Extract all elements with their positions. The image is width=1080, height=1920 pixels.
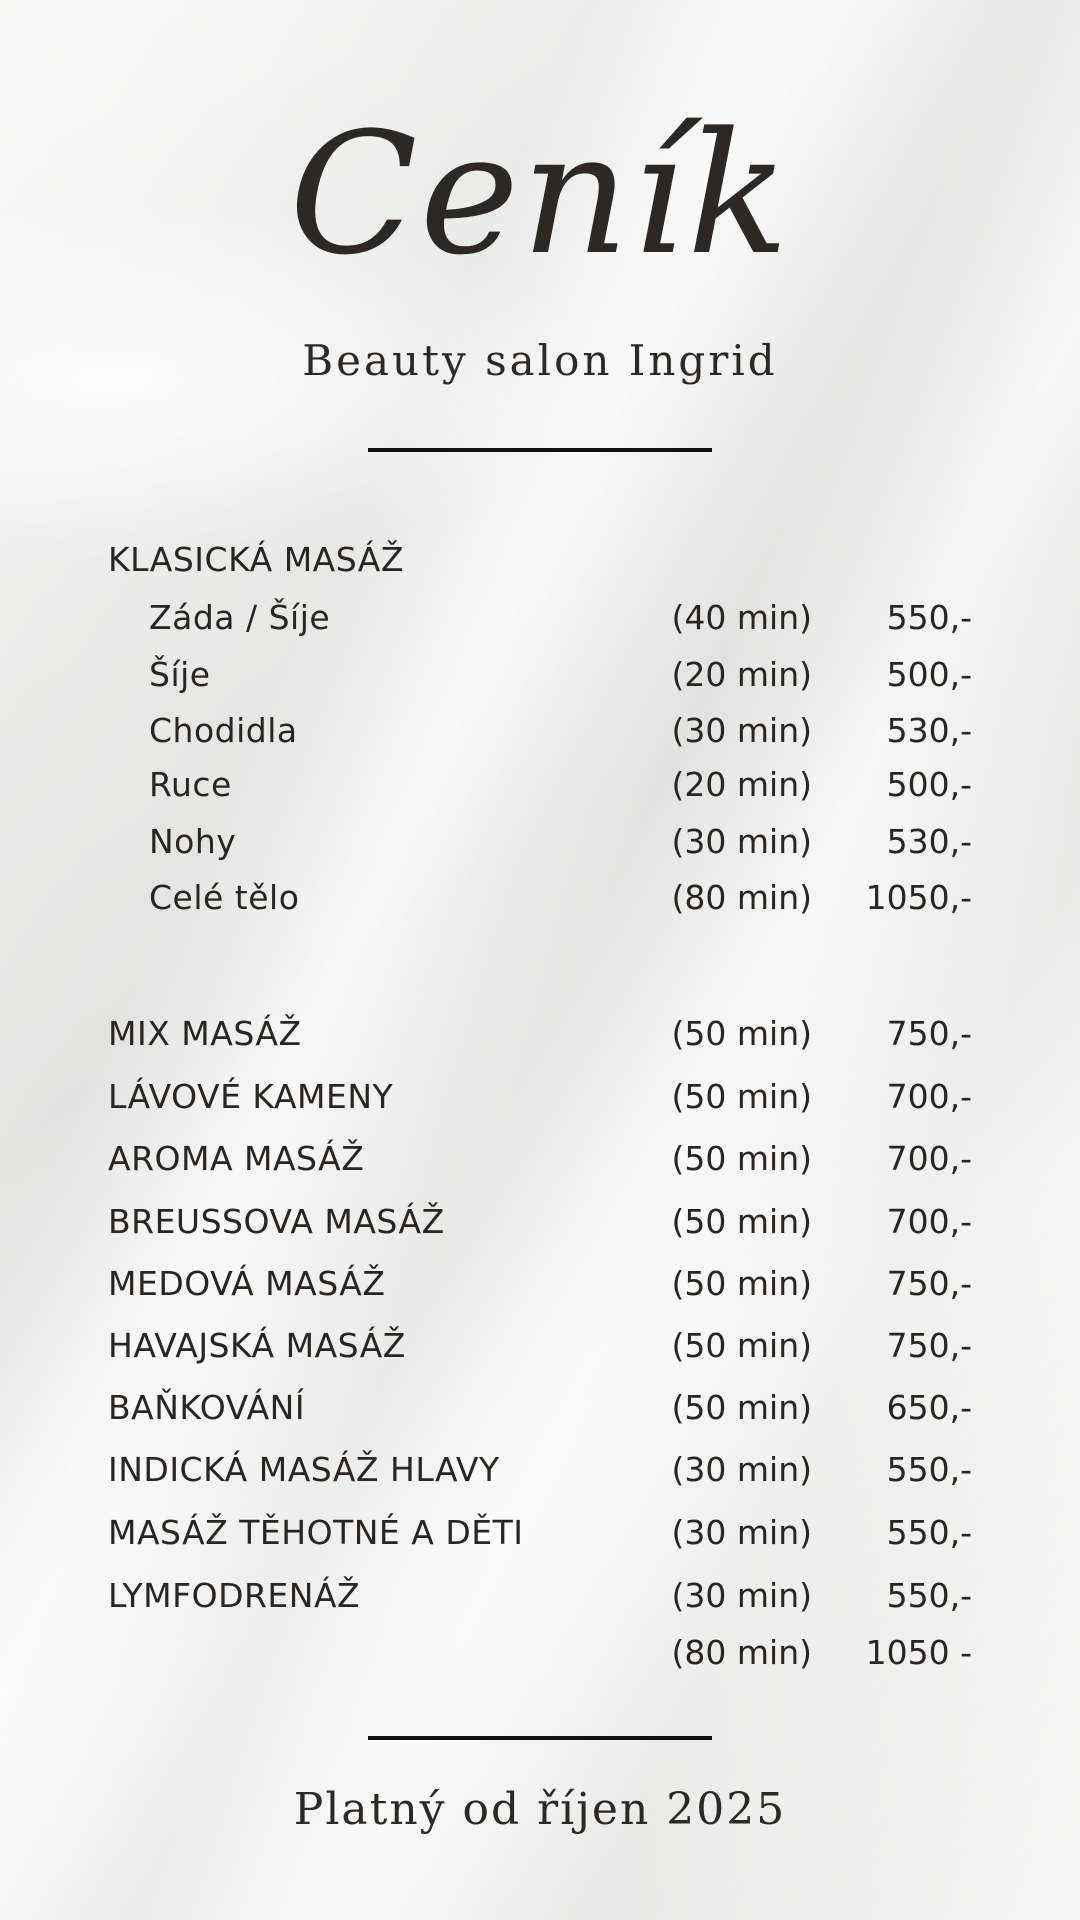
service-price: 500,- bbox=[886, 655, 972, 694]
service-duration: (50 min) bbox=[671, 1014, 812, 1053]
service-duration: (50 min) bbox=[671, 1139, 812, 1178]
service-price: 550,- bbox=[886, 1513, 972, 1552]
service-duration: (50 min) bbox=[671, 1326, 812, 1365]
price-row bbox=[0, 1139, 1080, 1189]
service-name: AROMA MASÁŽ bbox=[108, 1139, 365, 1178]
service-price: 550,- bbox=[886, 598, 972, 637]
service-duration: (40 min) bbox=[671, 598, 812, 637]
price-row bbox=[0, 1388, 1080, 1438]
service-name: Nohy bbox=[149, 822, 237, 861]
price-row bbox=[0, 765, 1080, 815]
service-price: 500,- bbox=[886, 765, 972, 804]
price-row bbox=[0, 711, 1080, 761]
service-name: HAVAJSKÁ MASÁŽ bbox=[108, 1326, 406, 1365]
service-name: MIX MASÁŽ bbox=[108, 1014, 302, 1053]
service-duration: (30 min) bbox=[671, 822, 812, 861]
price-row bbox=[0, 1326, 1080, 1376]
price-row bbox=[0, 1450, 1080, 1500]
service-price: 550,- bbox=[886, 1450, 972, 1489]
valid-from-note: Platný od říjen 2025 bbox=[293, 1784, 787, 1835]
service-price: 750,- bbox=[886, 1326, 972, 1365]
service-duration: (80 min) bbox=[671, 878, 812, 917]
section-heading: KLASICKÁ MASÁŽ bbox=[108, 540, 404, 579]
service-price: 750,- bbox=[886, 1264, 972, 1303]
service-duration: (20 min) bbox=[671, 655, 812, 694]
service-name: BREUSSOVA MASÁŽ bbox=[108, 1202, 445, 1241]
service-duration: (80 min) bbox=[671, 1633, 812, 1672]
service-name: Celé tělo bbox=[149, 878, 300, 917]
service-price: 1050 - bbox=[865, 1633, 972, 1672]
price-row bbox=[0, 655, 1080, 705]
service-duration: (30 min) bbox=[671, 1576, 812, 1615]
service-price: 550,- bbox=[886, 1576, 972, 1615]
service-price: 530,- bbox=[886, 711, 972, 750]
price-row bbox=[0, 1264, 1080, 1314]
top-divider bbox=[368, 448, 712, 452]
price-row bbox=[0, 1576, 1080, 1626]
page-title: Ceník bbox=[289, 96, 791, 292]
service-name: LÁVOVÉ KAMENY bbox=[108, 1077, 394, 1116]
service-name: Chodidla bbox=[149, 711, 298, 750]
service-name: BAŇKOVÁNÍ bbox=[108, 1388, 306, 1427]
service-price: 700,- bbox=[886, 1139, 972, 1178]
service-duration: (50 min) bbox=[671, 1077, 812, 1116]
service-name: MEDOVÁ MASÁŽ bbox=[108, 1264, 386, 1303]
service-price: 700,- bbox=[886, 1202, 972, 1241]
price-row bbox=[0, 1513, 1080, 1563]
service-duration: (20 min) bbox=[671, 765, 812, 804]
service-name: Ruce bbox=[149, 765, 232, 804]
section-heading-classic bbox=[0, 540, 1080, 590]
service-price: 750,- bbox=[886, 1014, 972, 1053]
service-price: 650,- bbox=[886, 1388, 972, 1427]
service-duration: (50 min) bbox=[671, 1264, 812, 1303]
service-price: 700,- bbox=[886, 1077, 972, 1116]
service-name: Záda / Šíje bbox=[149, 598, 331, 637]
service-duration: (30 min) bbox=[671, 1450, 812, 1489]
service-duration: (50 min) bbox=[671, 1202, 812, 1241]
price-row bbox=[0, 878, 1080, 928]
service-duration: (50 min) bbox=[671, 1388, 812, 1427]
price-row bbox=[0, 1014, 1080, 1064]
service-price: 530,- bbox=[886, 822, 972, 861]
service-name: Šíje bbox=[149, 655, 211, 694]
service-price: 1050,- bbox=[865, 878, 972, 917]
price-row bbox=[0, 1202, 1080, 1252]
price-row bbox=[0, 598, 1080, 648]
service-name: MASÁŽ TĚHOTNÉ A DĚTI bbox=[108, 1513, 524, 1552]
price-row bbox=[0, 822, 1080, 872]
service-name: LYMFODRENÁŽ bbox=[108, 1576, 361, 1615]
salon-name: Beauty salon Ingrid bbox=[302, 336, 778, 385]
service-duration: (30 min) bbox=[671, 1513, 812, 1552]
service-name: INDICKÁ MASÁŽ HLAVY bbox=[108, 1450, 500, 1489]
service-duration: (30 min) bbox=[671, 711, 812, 750]
price-row bbox=[0, 1077, 1080, 1127]
bottom-divider bbox=[368, 1736, 712, 1740]
price-row bbox=[0, 1633, 1080, 1683]
